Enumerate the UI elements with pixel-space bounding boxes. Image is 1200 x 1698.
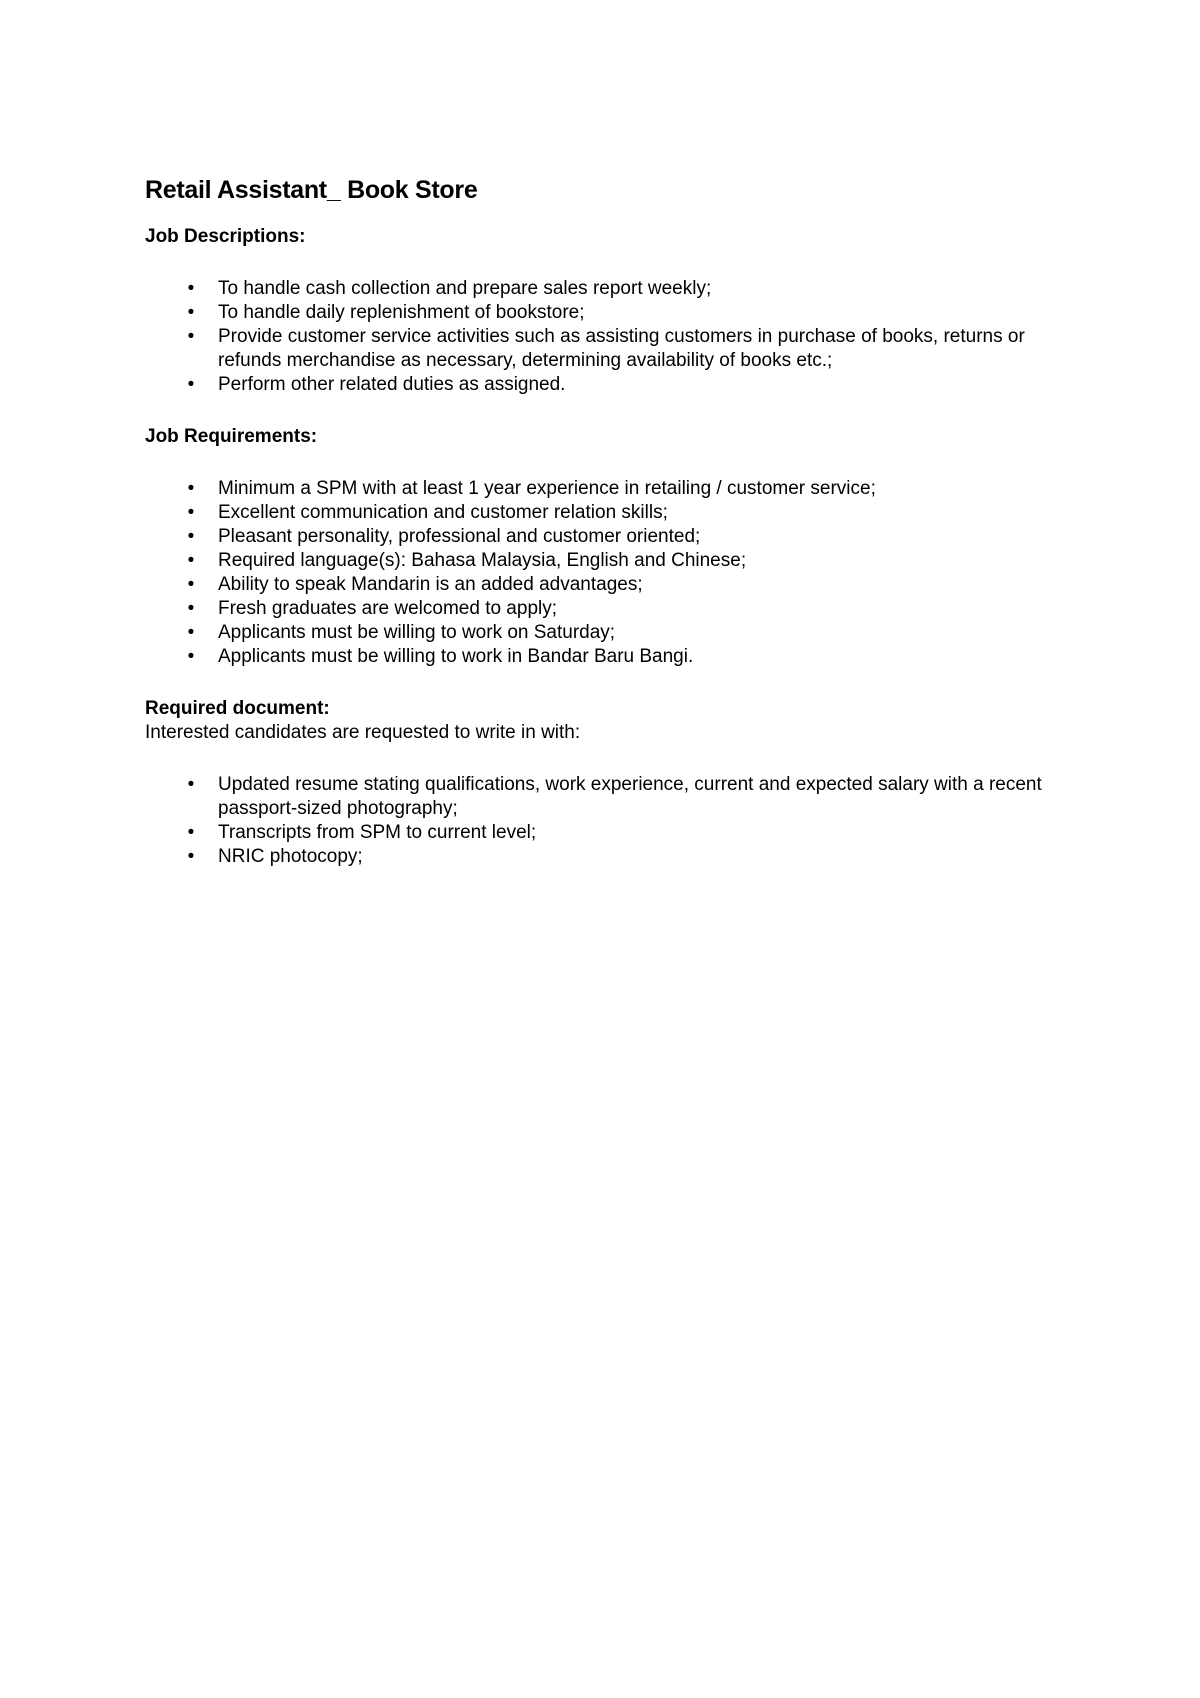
list-item: • To handle daily replenishment of bookstore;	[145, 301, 1075, 325]
list-item: • Provide customer service activities such as assisting customers in purchase of books, returns or refunds merchandise as necessary, determining availability of books etc.;	[145, 325, 1075, 373]
list-item: • Ability to speak Mandarin is an added advantages;	[145, 573, 1075, 597]
documents-list	[145, 773, 1075, 869]
list-item: • Excellent communication and customer relation skills;	[145, 501, 1075, 525]
bullet-icon: •	[187, 278, 195, 299]
list-item: • Applicants must be willing to work in Bandar Baru Bangi.	[145, 645, 1075, 669]
section-heading-documents: Required document:	[145, 698, 330, 719]
document-title: Retail Assistant_ Book Store	[145, 176, 478, 204]
bullet-icon: •	[187, 774, 195, 795]
section-heading-descriptions: Job Descriptions:	[145, 226, 306, 247]
list-item: • NRIC photocopy;	[145, 845, 1075, 869]
list-item: • To handle cash collection and prepare sales report weekly;	[145, 277, 1075, 301]
documents-intro: Interested candidates are requested to write in with:	[145, 722, 581, 743]
bullet-icon: •	[187, 574, 195, 595]
list-item: • Updated resume stating qualifications, work experience, current and expected salary with a recent passport-sized photography;	[145, 773, 1075, 821]
bullet-icon: •	[187, 374, 195, 395]
bullet-icon: •	[187, 550, 195, 571]
bullet-icon: •	[187, 822, 195, 843]
descriptions-list	[145, 277, 1075, 397]
bullet-icon: •	[187, 622, 195, 643]
section-heading-requirements: Job Requirements:	[145, 426, 318, 447]
list-item: • Minimum a SPM with at least 1 year experience in retailing / customer service;	[145, 477, 1075, 501]
bullet-icon: •	[187, 502, 195, 523]
document-page	[145, 172, 1075, 869]
requirements-list	[145, 477, 1075, 669]
bullet-icon: •	[187, 646, 195, 667]
list-item: • Required language(s): Bahasa Malaysia, English and Chinese;	[145, 549, 1075, 573]
bullet-icon: •	[187, 478, 195, 499]
list-item: • Fresh graduates are welcomed to apply;	[145, 597, 1075, 621]
bullet-icon: •	[187, 326, 195, 347]
bullet-icon: •	[187, 598, 195, 619]
list-item: • Perform other related duties as assigned.	[145, 373, 1075, 397]
list-item: • Transcripts from SPM to current level;	[145, 821, 1075, 845]
bullet-icon: •	[187, 302, 195, 323]
bullet-icon: •	[187, 526, 195, 547]
bullet-icon: •	[187, 846, 195, 867]
list-item: • Applicants must be willing to work on Saturday;	[145, 621, 1075, 645]
list-item: • Pleasant personality, professional and customer oriented;	[145, 525, 1075, 549]
